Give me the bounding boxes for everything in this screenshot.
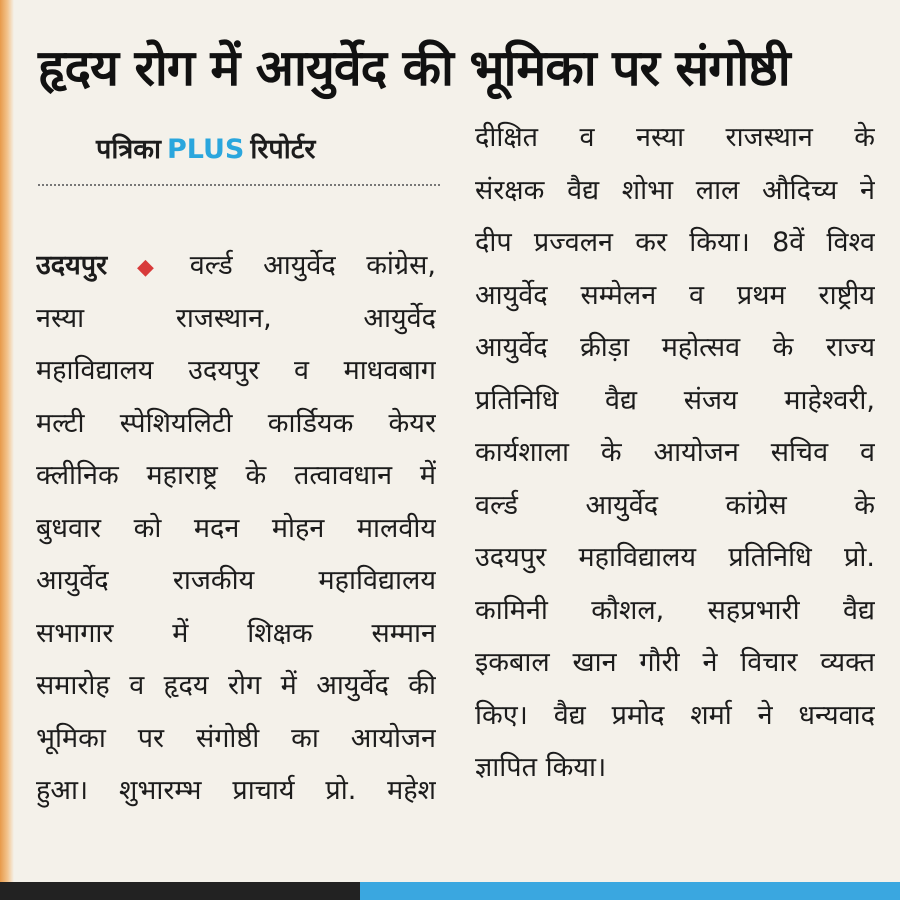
article-line <box>36 240 436 293</box>
article-line-text: वर्ल्ड आयुर्वेद कांग्रेस, <box>189 250 436 281</box>
article-line: कामिनी कौशल, सहप्रभारी वैद्य <box>475 594 875 626</box>
article-line: संरक्षक वैद्य शोभा लाल औदिच्य ने <box>475 174 875 206</box>
page-edge-shadow <box>0 0 14 900</box>
article-line: ज्ञापित किया। <box>475 752 607 783</box>
article-line: क्लीनिक महाराष्ट्र के तत्वावधान में <box>36 460 436 491</box>
article-line: आयुर्वेद क्रीड़ा महोत्सव के राज्य <box>475 332 875 363</box>
article-line: किए। वैद्य प्रमोद शर्मा ने धन्यवाद <box>475 699 875 731</box>
byline-divider <box>38 184 440 186</box>
article-line: उदयपुर महाविद्यालय प्रतिनिधि प्रो. <box>475 542 875 573</box>
article-line: नस्या राजस्थान, आयुर्वेद <box>36 302 436 334</box>
byline-suffix: रिपोर्टर <box>250 134 316 165</box>
byline <box>96 128 406 172</box>
article-line: महाविद्यालय उदयपुर व माधवबाग <box>36 355 436 386</box>
article-line: आयुर्वेद सम्मेलन व प्रथम राष्ट्रीय <box>475 279 875 311</box>
article-line: कार्यशाला के आयोजन सचिव व <box>475 437 875 468</box>
article-line: दीप प्रज्वलन कर किया। 8वें विश्व <box>475 227 875 258</box>
article-line: सभागार में शिक्षक सम्मान <box>36 617 436 649</box>
next-article-strip <box>0 882 900 900</box>
article-line: वर्ल्ड आयुर्वेद कांग्रेस के <box>475 489 875 521</box>
article-line: बुधवार को मदन मोहन मालवीय <box>36 512 436 544</box>
article-line: प्रतिनिधि वैद्य संजय माहेश्वरी, <box>475 384 875 416</box>
article-right-column <box>475 112 875 795</box>
diamond-icon: ◆ <box>115 255 176 280</box>
article-line: समारोह व हृदय रोग में आयुर्वेद की <box>36 670 436 701</box>
byline-prefix: पत्रिका <box>96 134 161 165</box>
article-line: दीक्षित व नस्या राजस्थान के <box>475 122 875 153</box>
article-line: हुआ। शुभारम्भ प्राचार्य प्रो. महेश <box>36 775 436 806</box>
article-left-column <box>36 240 436 818</box>
headline: हृदय रोग में आयुर्वेद की भूमिका पर संगोष्ठी <box>38 39 790 97</box>
footer-blue-band <box>360 882 900 900</box>
byline-plus-logo: PLUS <box>166 134 245 165</box>
article-line: भूमिका पर संगोष्ठी का आयोजन <box>36 722 436 754</box>
article-line: आयुर्वेद राजकीय महाविद्यालय <box>36 565 436 596</box>
dateline: उदयपुर <box>36 250 108 281</box>
article-line: मल्टी स्पेशियलिटी कार्डियक केयर <box>36 407 436 439</box>
article-line: इकबाल खान गौरी ने विचार व्यक्त <box>475 647 875 678</box>
